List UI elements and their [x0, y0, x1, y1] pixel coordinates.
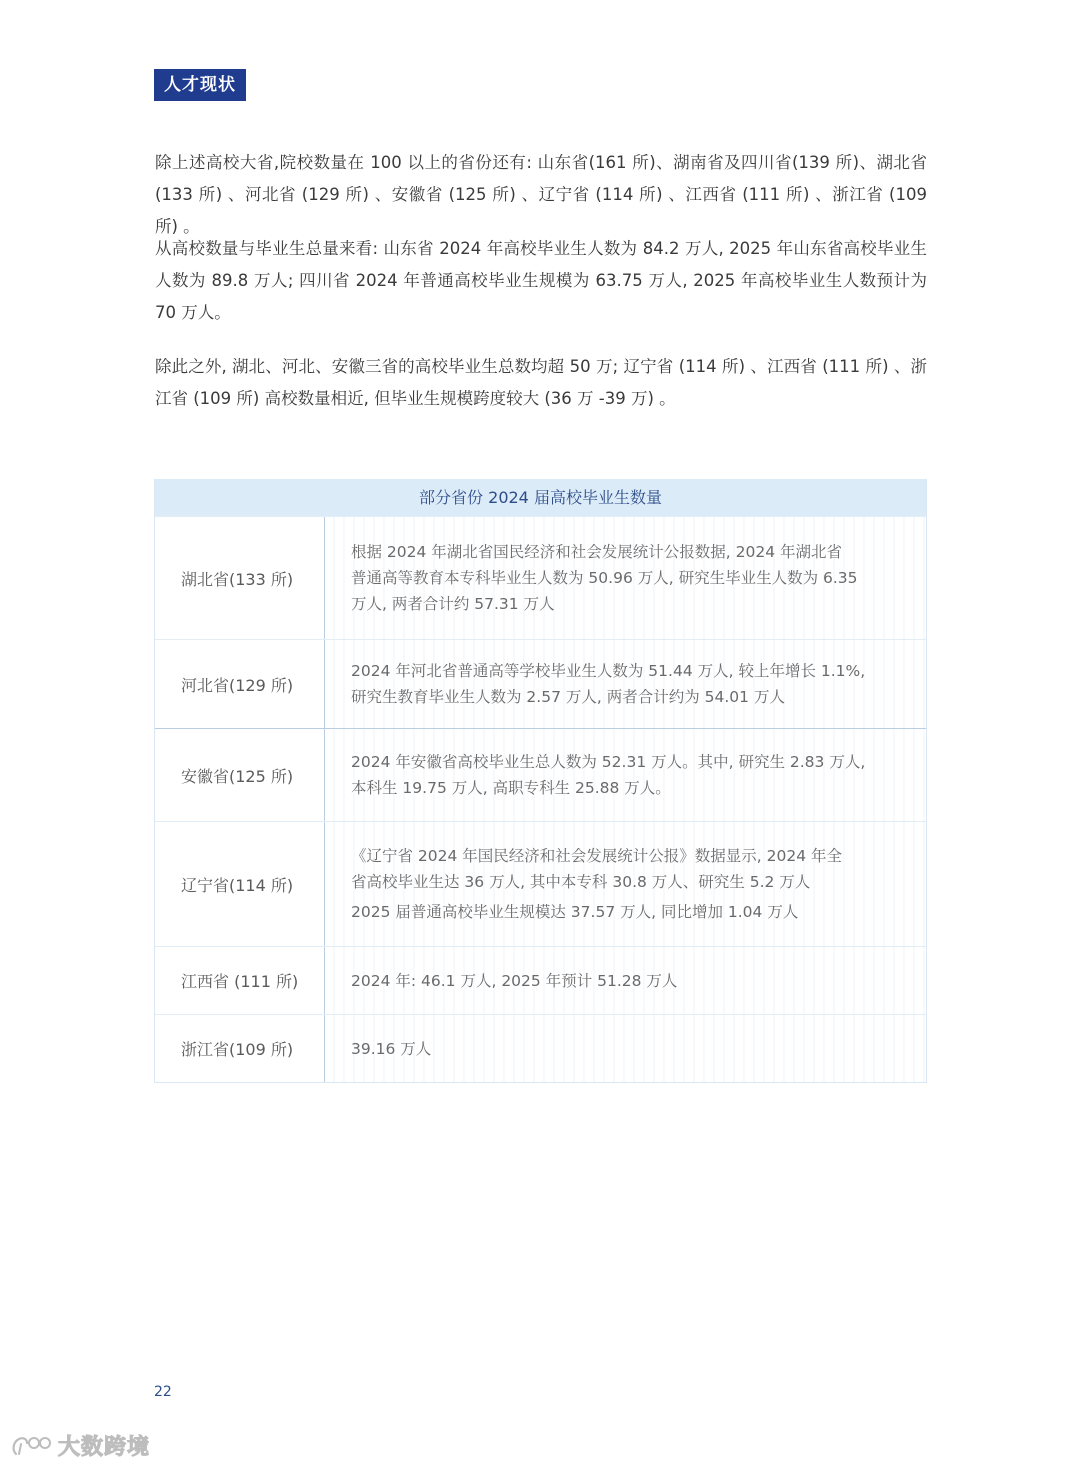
paragraph-provinces: 除上述高校大省,院校数量在 100 以上的省份还有: 山东省(161 所)、湖南省及四川省(139 所)、湖北省(133 所) 、河北省 (129 所) 、安徽省 (125 所) 、辽宁省 (114 所) 、江西省 (111 所) 、浙江省 (109 所) 。	[155, 153, 927, 236]
table-row	[155, 821, 926, 946]
detail-line: 2025 届普通高校毕业生规模达 37.57 万人, 同比增加 1.04 万人	[351, 903, 799, 921]
detail-line: 万人, 两者合计约 57.31 万人	[351, 595, 555, 613]
detail-cell	[325, 640, 926, 728]
graduates-table	[154, 479, 927, 1083]
detail-line: 39.16 万人	[351, 1039, 432, 1058]
detail-cell	[325, 947, 926, 1014]
watermark	[10, 1430, 150, 1461]
detail-cell	[325, 822, 926, 946]
province-cell: 湖北省(133 所)	[155, 517, 325, 639]
table-row	[155, 728, 926, 821]
detail-line: 普通高等教育本专科毕业生人数为 50.96 万人, 研究生毕业生人数为 6.35	[351, 569, 858, 587]
detail-line: 省高校毕业生达 36 万人, 其中本专科 30.8 万人、研究生 5.2 万人	[351, 873, 811, 891]
paragraph-graduate-totals: 从高校数量与毕业生总量来看: 山东省 2024 年高校毕业生人数为 84.2 万人, 2025 年山东省高校毕业生人数为 89.8 万人; 四川省 2024 年普通高校毕业生规模为 63.75 万人, 2025 年高校毕业生人数预计为 70 万人。	[155, 239, 927, 322]
detail-line: 研究生教育毕业生人数为 2.57 万人, 两者合计约为 54.01 万人	[351, 688, 785, 706]
detail-line: 2024 年: 46.1 万人, 2025 年预计 51.28 万人	[351, 971, 678, 990]
table-row	[155, 946, 926, 1014]
table-row	[155, 1014, 926, 1082]
province-cell: 辽宁省(114 所)	[155, 822, 325, 946]
detail-line: 2024 年河北省普通高等学校毕业生人数为 51.44 万人, 较上年增长 1.1%,	[351, 662, 866, 680]
detail-cell	[325, 517, 926, 639]
page-number: 22	[154, 1384, 172, 1400]
section-tag: 人才现状	[154, 69, 246, 101]
table-row	[155, 516, 926, 639]
province-cell: 江西省 (111 所)	[155, 947, 325, 1014]
watermark-text: 大数跨境	[58, 1435, 151, 1460]
province-cell: 河北省(129 所)	[155, 640, 325, 728]
detail-cell	[325, 1015, 926, 1082]
detail-line: 根据 2024 年湖北省国民经济和社会发展统计公报数据, 2024 年湖北省	[351, 543, 843, 561]
detail-line: 2024 年安徽省高校毕业生总人数为 52.31 万人。其中, 研究生 2.83 万人,	[351, 753, 866, 771]
watermark-logo-icon	[10, 1434, 52, 1458]
detail-line: 本科生 19.75 万人, 高职专科生 25.88 万人。	[351, 779, 671, 797]
detail-line: 《辽宁省 2024 年国民经济和社会发展统计公报》数据显示, 2024 年全	[351, 847, 843, 865]
table-title: 部分省份 2024 届高校毕业生数量	[155, 479, 926, 516]
province-cell: 浙江省(109 所)	[155, 1015, 325, 1082]
province-cell: 安徽省(125 所)	[155, 729, 325, 821]
detail-cell	[325, 729, 926, 821]
paragraph-comparison: 除此之外, 湖北、河北、安徽三省的高校毕业生总数均超 50 万; 辽宁省 (114 所) 、江西省 (111 所) 、浙江省 (109 所) 高校数量相近, 但毕业生规模跨度较大 (36 万 -39 万) 。	[155, 357, 927, 408]
table-row	[155, 639, 926, 728]
